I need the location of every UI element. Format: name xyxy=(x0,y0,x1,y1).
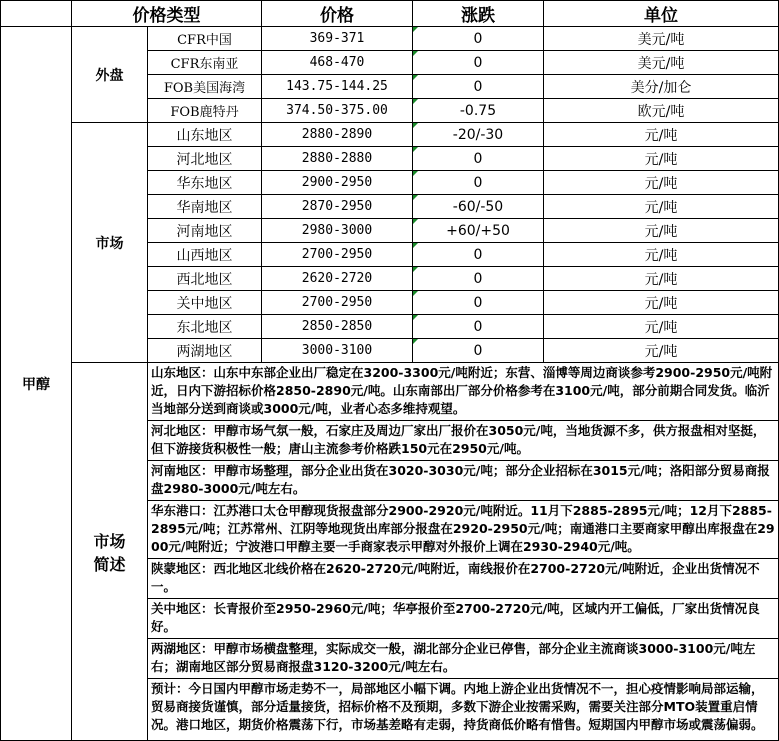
row-change: -60/-50 xyxy=(413,195,544,219)
cell-marker-icon xyxy=(413,291,418,296)
summary-paragraph-hebei: 河北地区：甲醇市场气氛一般，石家庄及周边厂家出厂报价在3050元/吨，当地货源不多，供方报盘相对坚挺，但下游接货积极性一般；唐山主流参考价格跌150元在2950元/吨。 xyxy=(148,421,778,461)
row-name: 华东地区 xyxy=(148,171,262,195)
cell-marker-icon xyxy=(413,123,418,128)
cell-marker-icon xyxy=(413,195,418,200)
table-row xyxy=(1,123,779,147)
cell-marker-icon xyxy=(413,315,418,320)
row-price: 2700-2950 xyxy=(262,243,413,267)
summary-paragraph-shaanxi-inner-mongolia: 陕蒙地区：西北地区北线价格在2620-2720元/吨附近，南线报价在2700-2720元/吨附近，企业出货情况不一。 xyxy=(148,559,778,599)
row-price: 468-470 xyxy=(262,51,413,75)
row-unit: 美分/加仑 xyxy=(544,75,779,99)
summary-content xyxy=(148,363,779,741)
row-unit: 元/吨 xyxy=(544,267,779,291)
row-price: 2880-2890 xyxy=(262,123,413,147)
row-change: 0 xyxy=(413,291,544,315)
row-name: 关中地区 xyxy=(148,291,262,315)
row-change: -0.75 xyxy=(413,99,544,123)
row-name: CFR中国 xyxy=(148,27,262,51)
row-price: 143.75-144.25 xyxy=(262,75,413,99)
row-change: 0 xyxy=(413,315,544,339)
row-change: +60/+50 xyxy=(413,219,544,243)
summary-label xyxy=(72,363,148,741)
row-change: 0 xyxy=(413,243,544,267)
summary-paragraph-lianghu: 两湖地区：甲醇市场横盘整理，实际成交一般，湖北部分企业已停售，部分企业主流商谈3000-3100元/吨左右；湖南地区部分贸易商报盘3120-3200元/吨左右。 xyxy=(148,639,778,679)
cell-marker-icon xyxy=(413,147,418,152)
row-name: 华南地区 xyxy=(148,195,262,219)
row-unit: 元/吨 xyxy=(544,339,779,363)
cell-marker-icon xyxy=(413,339,418,344)
row-name: 西北地区 xyxy=(148,267,262,291)
row-price: 2620-2720 xyxy=(262,267,413,291)
row-price: 2880-2880 xyxy=(262,147,413,171)
row-change: 0 xyxy=(413,27,544,51)
summary-label-line1: 市场 xyxy=(93,531,126,551)
row-price: 374.50-375.00 xyxy=(262,99,413,123)
cell-marker-icon xyxy=(413,27,418,32)
row-name: FOB美国海湾 xyxy=(148,75,262,99)
cell-marker-icon xyxy=(413,171,418,176)
header-change: 涨跌 xyxy=(413,1,544,27)
row-price: 3000-3100 xyxy=(262,339,413,363)
row-change: 0 xyxy=(413,339,544,363)
header-unit: 单位 xyxy=(544,1,779,27)
group-label-market: 市场 xyxy=(72,123,148,363)
row-unit: 元/吨 xyxy=(544,315,779,339)
row-change: 0 xyxy=(413,51,544,75)
summary-paragraph-forecast: 预计：今日国内甲醇市场走势不一，局部地区小幅下调。内地上游企业出货情况不一，担心疫情影响局部运输，贸易商接货谨慎，部分适量接货，招标价格不及预期，多数下游企业按需采购，需要关注部分MTO装置重启情况。港口地区，期货价格震荡下行，市场基差略有走弱，持货商低价略有惜售。短期国内甲醇市场或震荡偏弱。 xyxy=(151,681,764,732)
row-price: 2700-2950 xyxy=(262,291,413,315)
row-name: 山东地区 xyxy=(148,123,262,147)
cell-marker-icon xyxy=(413,219,418,224)
row-name: 河北地区 xyxy=(148,147,262,171)
row-unit: 美元/吨 xyxy=(544,51,779,75)
row-change: -20/-30 xyxy=(413,123,544,147)
row-name: CFR东南亚 xyxy=(148,51,262,75)
cell-marker-icon xyxy=(413,51,418,56)
header-price: 价格 xyxy=(262,1,413,27)
row-unit: 元/吨 xyxy=(544,123,779,147)
row-price: 369-371 xyxy=(262,27,413,51)
row-change: 0 xyxy=(413,267,544,291)
row-price: 2850-2850 xyxy=(262,315,413,339)
product-label: 甲醇 xyxy=(1,27,72,741)
row-unit: 元/吨 xyxy=(544,219,779,243)
row-price: 2870-2950 xyxy=(262,195,413,219)
row-name: FOB鹿特丹 xyxy=(148,99,262,123)
cell-marker-icon xyxy=(413,99,418,104)
row-price: 2900-2950 xyxy=(262,171,413,195)
row-change: 0 xyxy=(413,75,544,99)
group-label-external: 外盘 xyxy=(72,27,148,123)
cell-marker-icon xyxy=(413,243,418,248)
summary-paragraph-east-china-port: 华东港口：江苏港口太仓甲醇现货报盘部分2900-2920元/吨附近。11月下2885-2895元/吨；12月下2885-2895元/吨；江苏常州、江阴等地现货出库部分报盘在2920-2950元/吨；南通港口主要商家甲醇出库报盘在2900元/吨附近；宁波港口甲醇主要一手商家表示甲醇对外报价上调在2930-2940元/吨。 xyxy=(148,501,778,559)
row-unit: 元/吨 xyxy=(544,147,779,171)
summary-row xyxy=(1,363,779,741)
summary-paragraph-shandong: 山东地区：山东中东部企业出厂稳定在3200-3300元/吨附近；东营、淄博等周边商谈参考2900-2950元/吨附近，日内下游招标价格2850-2890元/吨。山东南部出厂部分价格参考在3100元/吨，部分前期合同发货。临沂当地部分送到商谈或3000元/吨，业者心态多维持观望。 xyxy=(148,363,778,421)
row-price: 2980-3000 xyxy=(262,219,413,243)
row-unit: 元/吨 xyxy=(544,291,779,315)
table-row xyxy=(1,27,779,51)
row-unit: 美元/吨 xyxy=(544,27,779,51)
summary-paragraph-henan: 河南地区：甲醇市场整理，部分企业出货在3020-3030元/吨；部分企业招标在3015元/吨；洛阳部分贸易商报盘2980-3000元/吨左右。 xyxy=(148,461,778,501)
row-unit: 元/吨 xyxy=(544,195,779,219)
summary-label-line2: 简述 xyxy=(93,554,126,574)
table-header-row xyxy=(1,1,779,27)
row-name: 河南地区 xyxy=(148,219,262,243)
cell-marker-icon xyxy=(413,267,418,272)
header-price-type: 价格类型 xyxy=(72,1,262,27)
header-blank-cell xyxy=(1,1,72,27)
row-name: 东北地区 xyxy=(148,315,262,339)
row-unit: 元/吨 xyxy=(544,243,779,267)
row-change: 0 xyxy=(413,171,544,195)
row-change: 0 xyxy=(413,147,544,171)
cell-marker-icon xyxy=(413,75,418,80)
row-name: 山西地区 xyxy=(148,243,262,267)
row-unit: 元/吨 xyxy=(544,171,779,195)
summary-paragraph-guanzhong: 关中地区：长青报价至2950-2960元/吨；华亭报价至2700-2720元/吨，区域内开工偏低，厂家出货情况良好。 xyxy=(148,599,778,639)
row-unit: 欧元/吨 xyxy=(544,99,779,123)
row-name: 两湖地区 xyxy=(148,339,262,363)
